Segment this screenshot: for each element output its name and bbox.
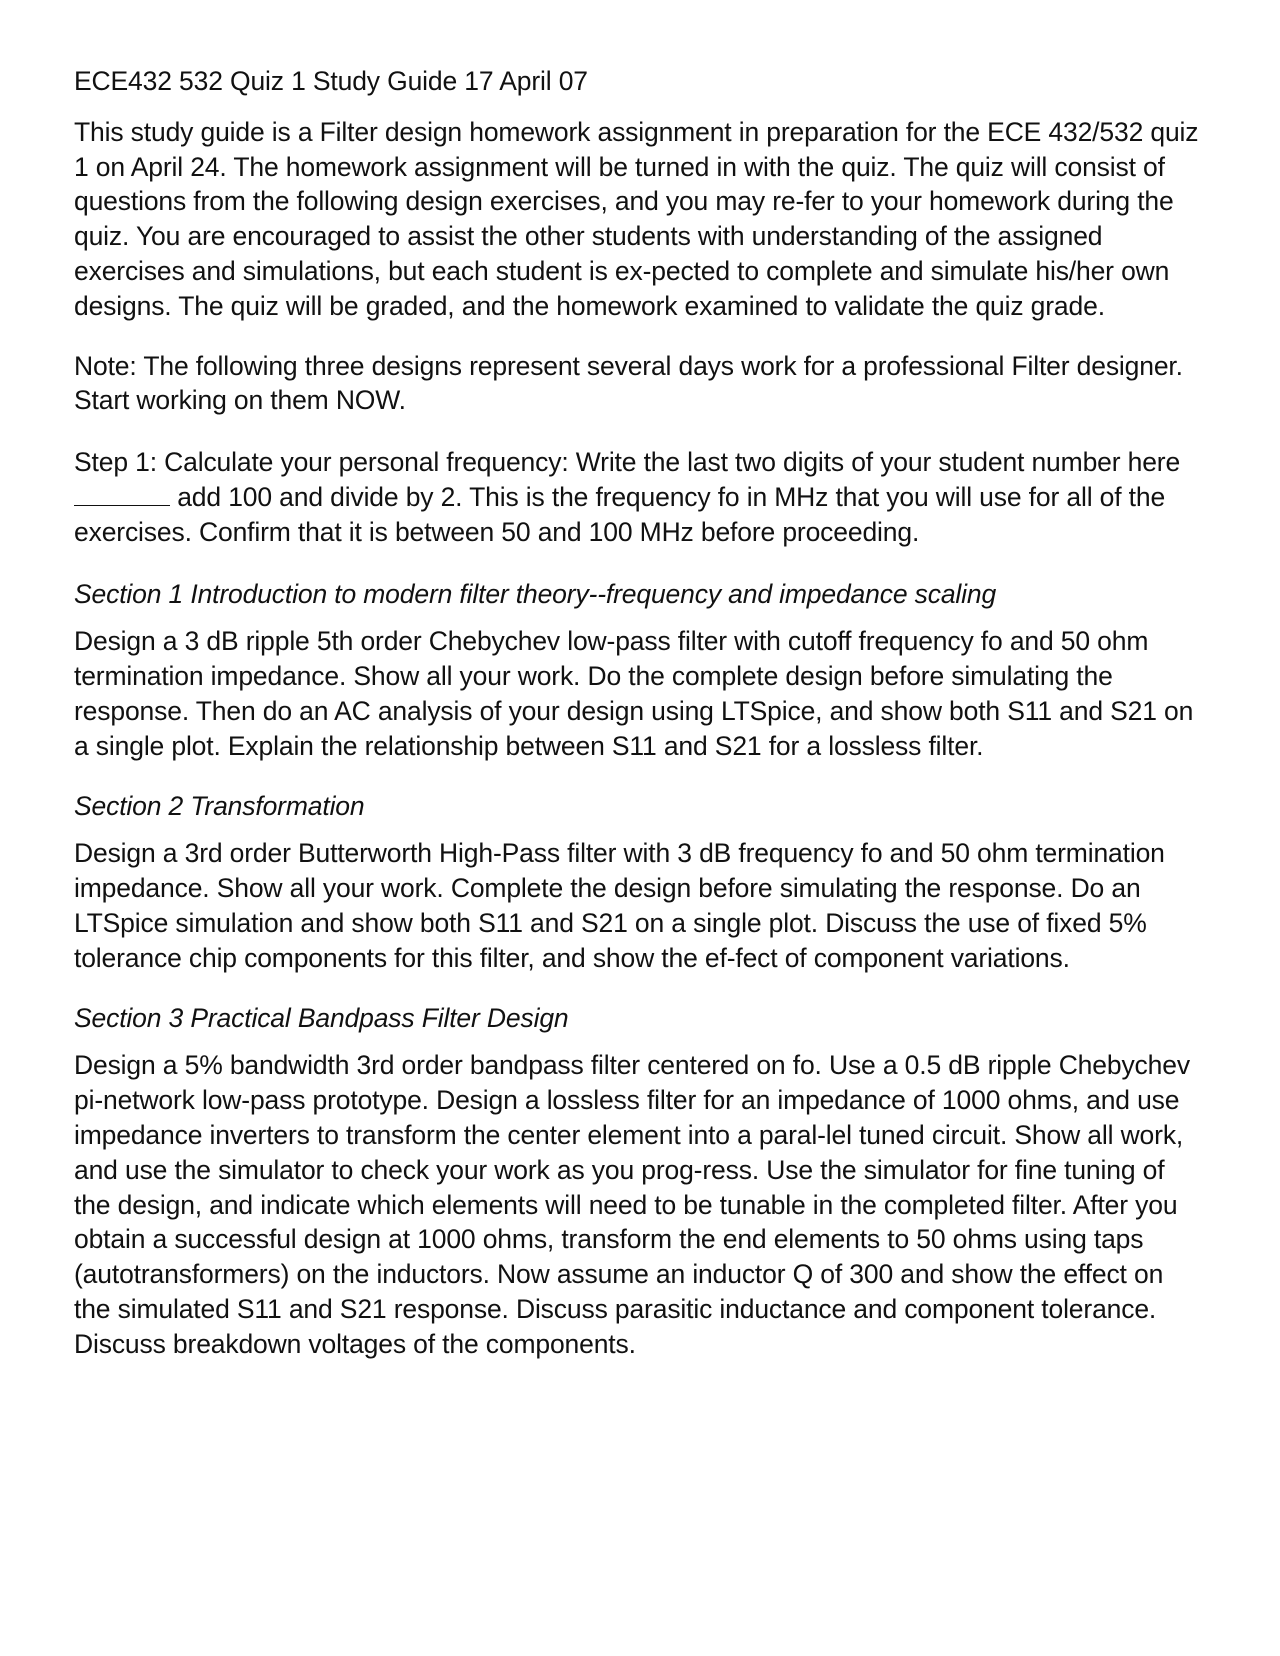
document-page — [74, 64, 1204, 1387]
note-paragraph: Note: The following three designs represent several days work for a professional Filter designer. Start working on them NOW. — [74, 350, 1183, 416]
document-title: ECE432 532 Quiz 1 Study Guide 17 April 07 — [74, 66, 588, 96]
section-3-heading: Section 3 Practical Bandpass Filter Design — [74, 1002, 569, 1033]
section-1-body: Design a 3 dB ripple 5th order Chebychev low-pass filter with cutoff frequency fo and 50 ohm termination impedance. Show all your work. Do the complete design before simulating the response. Then do an AC analysis of your design using LTSpice, and show both S11 and S21 on a single plot. Explain the relationship between S11 and S21 for a lossless filter. — [74, 626, 1194, 761]
step1-text-after: add 100 and divide by 2. This is the frequency fo in MHz that you will use for all of the exercises. Confirm that it is between 50 and 100 MHz before proceeding. — [74, 481, 1166, 547]
student-number-blank[interactable] — [74, 483, 170, 506]
section-2-body: Design a 3rd order Butterworth High-Pass filter with 3 dB frequency fo and 50 ohm termination impedance. Show all your work. Complete the design before simulating the response. Do an LTSpice simulation and show both S11 and S21 on a single plot. Discuss the use of fixed 5% tolerance chip components for this filter, and show the ef-fect of component variations. — [74, 838, 1165, 973]
section-1-heading: Section 1 Introduction to modern filter theory--frequency and impedance scaling — [74, 578, 997, 609]
section-2-heading: Section 2 Transformation — [74, 790, 365, 821]
step1-paragraph — [74, 445, 1204, 549]
intro-paragraph: This study guide is a Filter design homework assignment in preparation for the ECE 432/532 quiz 1 on April 24. The homework assignment will be turned in with the quiz. The quiz will consist of questions from the following design exercises, and you may re-fer to your homework during the quiz. You are encouraged to assist the other students with understanding of the assigned exercises and simulations, but each student is ex-pected to complete and simulate his/her own designs. The quiz will be graded, and the homework examined to validate the quiz grade. — [74, 116, 1199, 321]
step1-text-before: Step 1: Calculate your personal frequency: Write the last two digits of your student number here — [74, 447, 1181, 478]
section-3-body: Design a 5% bandwidth 3rd order bandpass filter centered on fo. Use a 0.5 dB ripple Chebychev pi-network low-pass prototype. Design a lossless filter for an impedance of 1000 ohms, and use impedance inverters to transform the center element into a paral-lel tuned circuit. Show all work, and use the simulator to check your work as you prog-ress. Use the simulator for fine tuning of the design, and indicate which elements will need to be tunable in the completed filter. After you obtain a successful design at 1000 ohms, transform the end elements to 50 ohms using taps (autotransformers) on the inductors. Now assume an inductor Q of 300 and show the effect on the simulated S11 and S21 response. Discuss parasitic inductance and component tolerance. Discuss breakdown voltages of the components. — [74, 1050, 1190, 1359]
